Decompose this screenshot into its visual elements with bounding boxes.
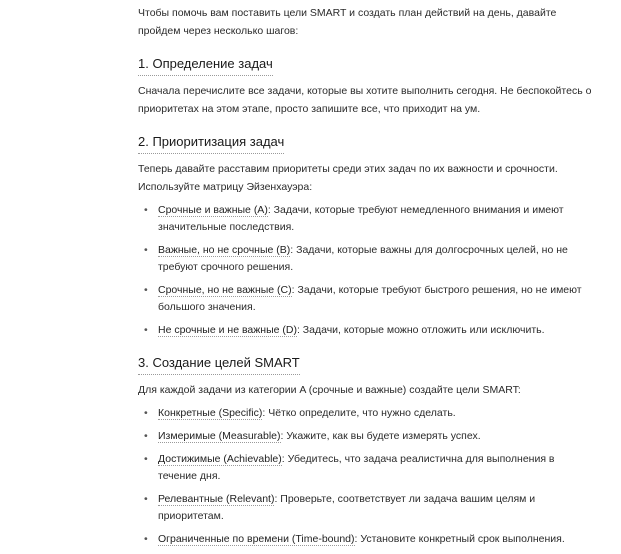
list-item-term: Срочные, но не важные (C) <box>158 284 292 296</box>
list-item-term: Измеримые (Measurable) <box>158 430 281 442</box>
list-item-term: Достижимые (Achievable) <box>158 453 282 465</box>
intro-text: Чтобы помочь вам поставить цели SMART и создать план действий на день, давайте пройдем через несколько шагов: <box>138 7 557 37</box>
list-item <box>138 531 593 548</box>
bullet-icon: • <box>144 430 148 442</box>
section-3-heading-wrap <box>138 353 593 375</box>
list-item-term: Ограниченные по времени (Time-bound) <box>158 533 355 545</box>
list-item-term: Важные, но не срочные (B) <box>158 244 291 256</box>
bullet-icon: • <box>144 324 148 336</box>
list-item <box>138 202 593 236</box>
list-item <box>138 322 593 339</box>
list-item-desc: : Задачи, которые требуют быстрого решения, но не имеют большого значения. <box>158 284 582 313</box>
list-item <box>138 491 593 525</box>
list-item-term: Срочные и важные (A) <box>158 204 268 216</box>
bullet-icon: • <box>144 407 148 419</box>
list-item-term: Не срочные и не важные (D) <box>158 324 297 336</box>
section-1-heading: 1. Определение задач <box>138 54 273 76</box>
list-item <box>138 242 593 276</box>
list-item-term: Конкретные (Specific) <box>158 407 263 419</box>
section-3-heading: 3. Создание целей SMART <box>138 353 300 375</box>
section-2-heading-wrap <box>138 132 593 154</box>
list-item <box>138 405 593 422</box>
bullet-icon: • <box>144 533 148 545</box>
chat-message <box>138 0 593 554</box>
bullet-icon: • <box>144 204 148 216</box>
list-item-desc: : Чётко определите, что нужно сделать. <box>262 407 456 419</box>
section-3-text: Для каждой задачи из категории A (срочные и важные) создайте цели SMART: <box>138 384 521 396</box>
list-item-desc: : Задачи, которые требуют немедленного внимания и имеют значительные последствия. <box>158 204 564 233</box>
list-item-desc: : Укажите, как вы будете измерять успех. <box>280 430 481 442</box>
smart-list <box>138 405 593 548</box>
bullet-icon: • <box>144 493 148 505</box>
list-item-desc: : Задачи, которые можно отложить или исключить. <box>296 324 545 336</box>
section-2-text: Теперь давайте расставим приоритеты среди этих задач по их важности и срочности. Используйте матрицу Эйзенхауэра: <box>138 163 558 193</box>
list-item-desc: : Проверьте, соответствует ли задача вашим целям и приоритетам. <box>158 493 536 522</box>
list-item-term: Релевантные (Relevant) <box>158 493 275 505</box>
list-item-desc: : Установите конкретный срок выполнения. <box>354 533 565 545</box>
eisenhower-list <box>138 202 593 339</box>
list-item-desc: : Задачи, которые важны для долгосрочных целей, но не требуют срочного решения. <box>158 244 568 273</box>
list-item <box>138 451 593 485</box>
section-2-heading: 2. Приоритизация задач <box>138 132 284 154</box>
section-1-text: Сначала перечислите все задачи, которые вы хотите выполнить сегодня. Не беспокойтесь о приоритетах на этом этапе, просто запишите все, что приходит на ум. <box>138 85 592 115</box>
list-item <box>138 428 593 445</box>
section-1-heading-wrap <box>138 54 593 76</box>
bullet-icon: • <box>144 284 148 296</box>
bullet-icon: • <box>144 453 148 465</box>
bullet-icon: • <box>144 244 148 256</box>
list-item-desc: : Убедитесь, что задача реалистична для выполнения в течение дня. <box>158 453 555 482</box>
list-item <box>138 282 593 316</box>
